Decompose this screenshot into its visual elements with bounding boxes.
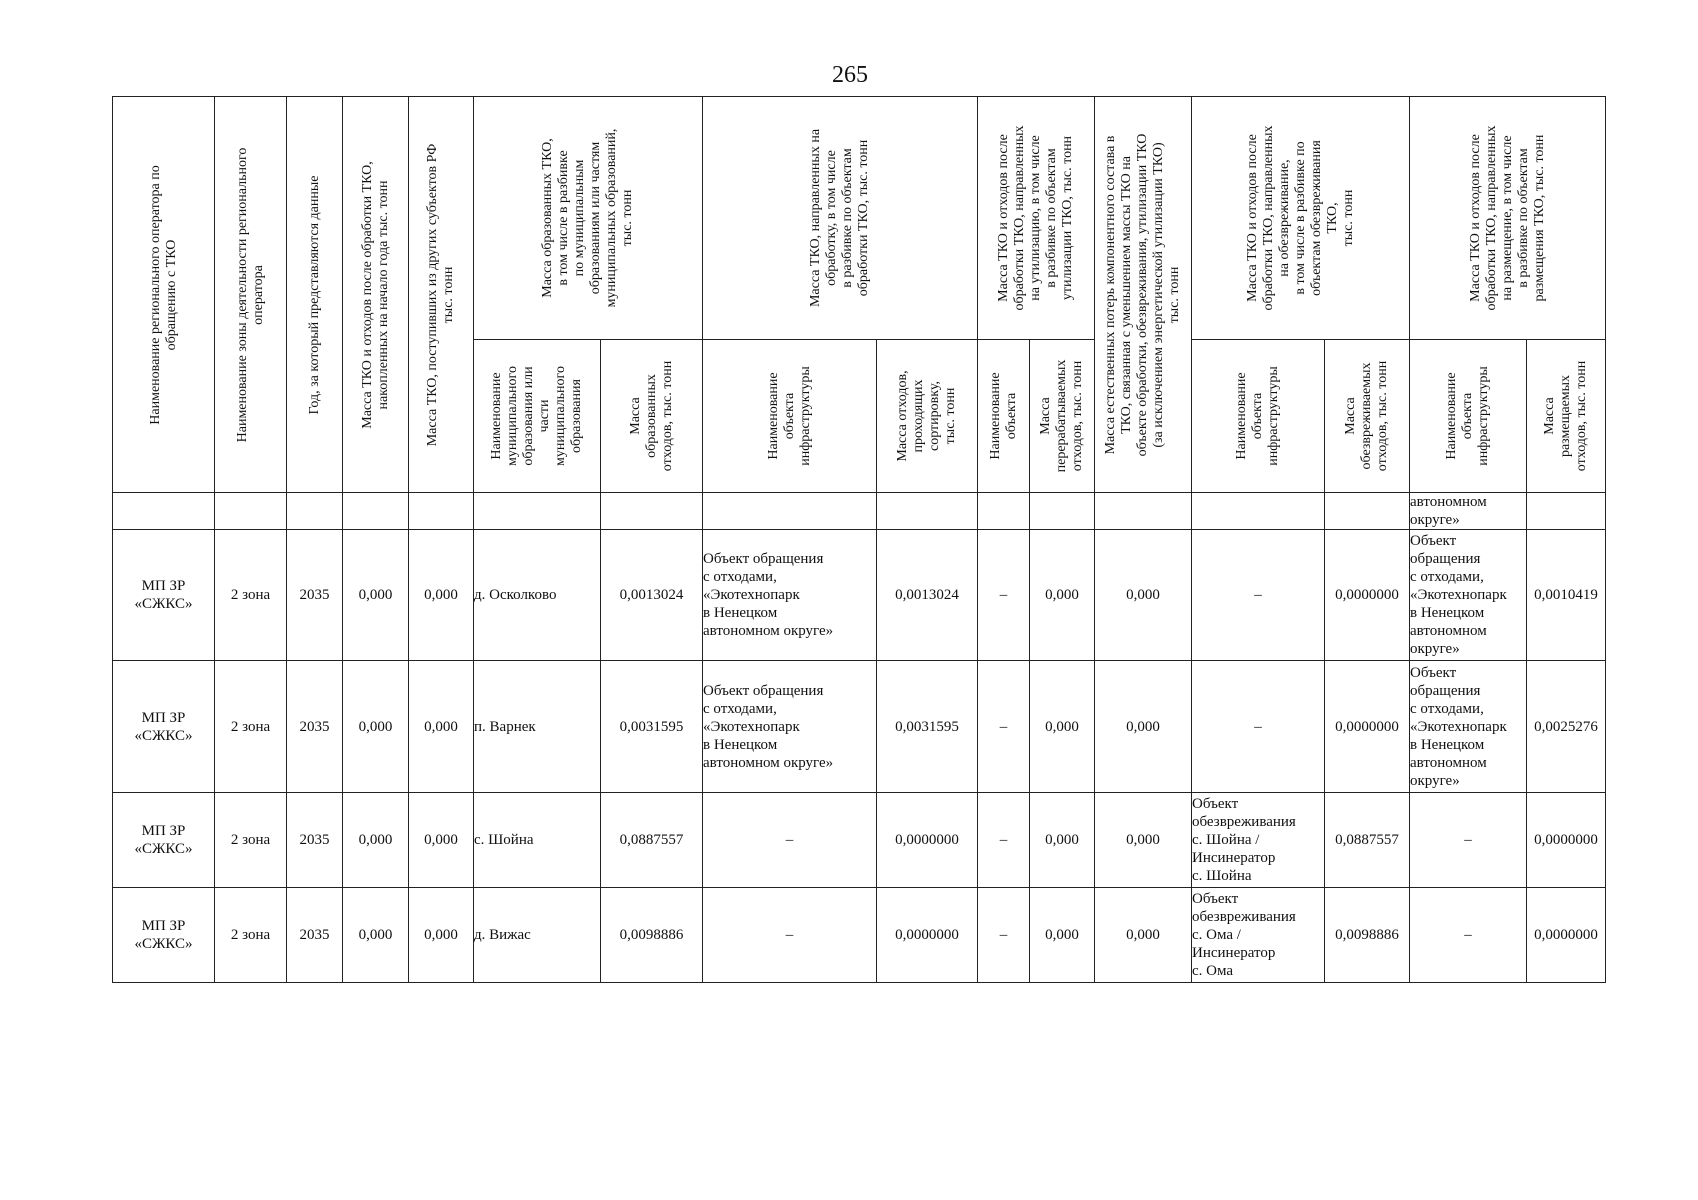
placement-object-cell: –	[1410, 793, 1527, 888]
mo-mass-cell: 0,0013024	[601, 530, 703, 661]
placement-object-cell: –	[1410, 888, 1527, 983]
losses-cell: 0,000	[1095, 793, 1192, 888]
zone-cell: 2 зона	[215, 888, 287, 983]
mo-name-cell: с. Шойна	[474, 793, 601, 888]
processing-object-cell: Объект обращения с отходами, «Экотехнопарк в Ненецком автономном округе»	[703, 661, 877, 793]
placement-object-cell: Объект обращения с отходами, «Экотехнопарк в Ненецком автономном округе»	[1410, 530, 1527, 661]
header-utilization-mass: Масса перерабатываемых отходов, тыс. тонн	[1030, 340, 1095, 493]
processing-mass-cell: 0,0000000	[877, 888, 978, 983]
table-row	[113, 661, 1606, 793]
losses-cell: 0,000	[1095, 888, 1192, 983]
mo-name-cell: п. Варнек	[474, 661, 601, 793]
neutralization-mass-cell: 0,0000000	[1325, 661, 1410, 793]
utilization-mass-cell: 0,000	[1030, 793, 1095, 888]
neutralization-object-cell: Объект обезвреживания с. Ома / Инсинератор с. Ома	[1192, 888, 1325, 983]
placement-mass-cell: 0,0025276	[1527, 661, 1606, 793]
neutralization-object-cell: Объект обезвреживания с. Шойна / Инсинератор с. Шойна	[1192, 793, 1325, 888]
utilization-object-cell: –	[978, 661, 1030, 793]
placement-mass-cell: 0,0000000	[1527, 793, 1606, 888]
from-other-cell: 0,000	[409, 793, 474, 888]
continuation-placement-name: автономном округе»	[1410, 493, 1527, 530]
processing-object-cell: –	[703, 793, 877, 888]
placement-mass-cell: 0,0010419	[1527, 530, 1606, 661]
operator-cell: МП ЗР «СЖКС»	[113, 793, 215, 888]
mo-mass-cell: 0,0031595	[601, 661, 703, 793]
placement-object-cell: Объект обращения с отходами, «Экотехнопарк в Ненецком автономном округе»	[1410, 661, 1527, 793]
losses-cell: 0,000	[1095, 530, 1192, 661]
header-start-mass: Масса ТКО и отходов после обработки ТКО, накопленных на начало года тыс. тонн	[343, 97, 409, 493]
header-neutralization-name: Наименование объекта инфраструктуры	[1192, 340, 1325, 493]
neutralization-object-cell: –	[1192, 530, 1325, 661]
header-processing-group: Масса ТКО, направленных на обработку, в том числе в разбивке по объектам обработки ТКО, тыс. тонн	[703, 97, 978, 340]
neutralization-mass-cell: 0,0098886	[1325, 888, 1410, 983]
mo-mass-cell: 0,0098886	[601, 888, 703, 983]
page-number: 265	[832, 62, 868, 88]
header-neutralization-group: Масса ТКО и отходов после обработки ТКО, направленных на обезвреживание, в том числе в разбивке по объектам обезвреживания ТКО, тыс. тонн	[1192, 97, 1410, 340]
operator-cell: МП ЗР «СЖКС»	[113, 530, 215, 661]
start-mass-cell: 0,000	[343, 793, 409, 888]
start-mass-cell: 0,000	[343, 661, 409, 793]
header-processing-mass: Масса отходов, проходящих сортировку, тыс. тонн	[877, 340, 978, 493]
header-utilization-group: Масса ТКО и отходов после обработки ТКО, направленных на утилизацию, в том числе в разбивке по объектам утилизации ТКО, тыс. тонн	[978, 97, 1095, 340]
utilization-object-cell: –	[978, 530, 1030, 661]
year-cell: 2035	[287, 888, 343, 983]
header-placement-mass: Масса размещаемых отходов, тыс. тонн	[1527, 340, 1606, 493]
operator-cell: МП ЗР «СЖКС»	[113, 888, 215, 983]
placement-mass-cell: 0,0000000	[1527, 888, 1606, 983]
processing-mass-cell: 0,0013024	[877, 530, 978, 661]
mo-name-cell: д. Вижас	[474, 888, 601, 983]
neutralization-object-cell: –	[1192, 661, 1325, 793]
zone-cell: 2 зона	[215, 530, 287, 661]
losses-cell: 0,000	[1095, 661, 1192, 793]
start-mass-cell: 0,000	[343, 888, 409, 983]
from-other-cell: 0,000	[409, 530, 474, 661]
year-cell: 2035	[287, 661, 343, 793]
utilization-object-cell: –	[978, 888, 1030, 983]
zone-cell: 2 зона	[215, 793, 287, 888]
start-mass-cell: 0,000	[343, 530, 409, 661]
processing-mass-cell: 0,0000000	[877, 793, 978, 888]
header-neutralization-mass: Масса обезвреживаемых отходов, тыс. тонн	[1325, 340, 1410, 493]
from-other-cell: 0,000	[409, 888, 474, 983]
table-row	[113, 888, 1606, 983]
header-mo-name: Наименование муниципального образования или части муниципального образования	[474, 340, 601, 493]
header-mo-mass: Масса образованных отходов, тыс. тонн	[601, 340, 703, 493]
header-zone: Наименование зоны деятельности регионального оператора	[215, 97, 287, 493]
zone-cell: 2 зона	[215, 661, 287, 793]
mo-mass-cell: 0,0887557	[601, 793, 703, 888]
mo-name-cell: д. Осколково	[474, 530, 601, 661]
header-placement-group: Масса ТКО и отходов после обработки ТКО, направленных на размещение, в том числе в разбивке по объектам размещения ТКО, тыс. тонн	[1410, 97, 1606, 340]
from-other-cell: 0,000	[409, 661, 474, 793]
neutralization-mass-cell: 0,0000000	[1325, 530, 1410, 661]
table-row	[113, 530, 1606, 661]
utilization-object-cell: –	[978, 793, 1030, 888]
header-operator: Наименование регионального оператора по обращению с ТКО	[113, 97, 215, 493]
neutralization-mass-cell: 0,0887557	[1325, 793, 1410, 888]
header-year: Год, за который представляются данные	[287, 97, 343, 493]
table-row	[113, 793, 1606, 888]
processing-object-cell: –	[703, 888, 877, 983]
utilization-mass-cell: 0,000	[1030, 888, 1095, 983]
header-utilization-name: Наименование объекта	[978, 340, 1030, 493]
header-from-other-regions: Масса ТКО, поступивших из других субъектов РФ тыс. тонн	[409, 97, 474, 493]
header-placement-name: Наименование объекта инфраструктуры	[1410, 340, 1527, 493]
continuation-row	[113, 493, 1606, 530]
year-cell: 2035	[287, 793, 343, 888]
waste-balance-table	[112, 96, 1606, 983]
year-cell: 2035	[287, 530, 343, 661]
header-processing-name: Наименование объекта инфраструктуры	[703, 340, 877, 493]
header-generated-group: Масса образованных ТКО, в том числе в разбивке по муниципальным образованиям или частям муниципальных образований, тыс. тонн	[474, 97, 703, 340]
utilization-mass-cell: 0,000	[1030, 661, 1095, 793]
utilization-mass-cell: 0,000	[1030, 530, 1095, 661]
header-natural-losses: Масса естественных потерь компонентного состава в ТКО, связанная с уменьшением массы ТКО на объекте обработки, обезвреживания, утилизации ТКО (за исключением энергетической утилизации ТКО) тыс. тонн	[1095, 97, 1192, 493]
operator-cell: МП ЗР «СЖКС»	[113, 661, 215, 793]
processing-mass-cell: 0,0031595	[877, 661, 978, 793]
processing-object-cell: Объект обращения с отходами, «Экотехнопарк в Ненецком автономном округе»	[703, 530, 877, 661]
